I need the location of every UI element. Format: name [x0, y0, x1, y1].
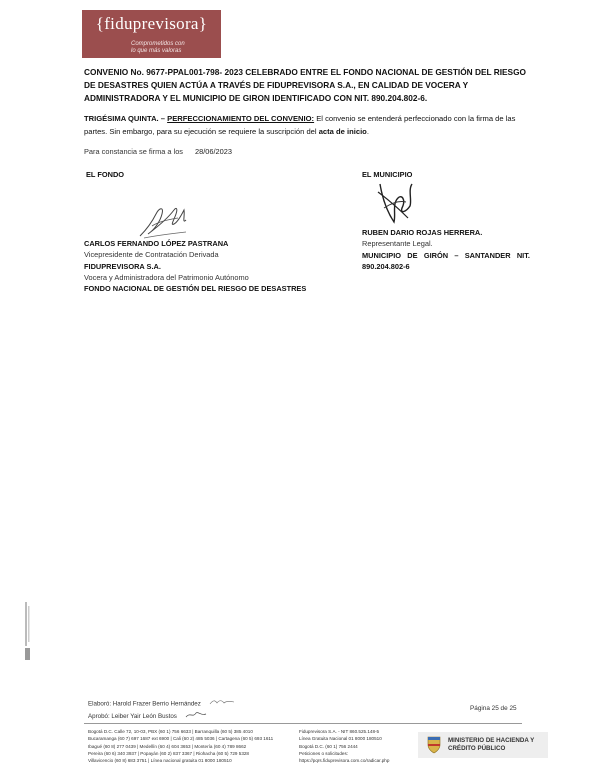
office-line: Villavicencio (60 8) 683 3751 | Línea nacional gratuita 01 8000 180510 — [88, 758, 232, 764]
page-number: Página 25 de 25 — [470, 705, 517, 712]
municipio-signature — [372, 178, 418, 228]
clause-bold-end: acta de inicio — [318, 126, 367, 136]
preparer-initials-signature — [209, 698, 235, 710]
municipio-signatory-block — [362, 227, 530, 272]
office-line: Bucaramanga (60 7) 697 1687 ext 6900 | Cali (60 2) 485 5036 | Cartagena (60 5) 693 1611 — [88, 736, 274, 742]
contact-line: Línea Gratuita Nacional 01 8000 180510 — [299, 736, 382, 742]
contact-info — [299, 728, 411, 764]
office-line: Bogotá D.C. Calle 72, 10-03, PBX (60 1) 756 6633 | Barranquilla (60 5) 385 4010 — [88, 729, 253, 734]
logo-name: {fiduprevisora} — [95, 14, 208, 33]
footer-divider — [84, 723, 522, 724]
margin-stamp — [24, 602, 32, 662]
ministry-badge — [418, 732, 548, 758]
offices-list — [88, 728, 296, 764]
fondo-signature — [134, 200, 194, 242]
prepared-by-line: Elaboró: Harold Frazer Berrio Hernández — [88, 698, 235, 710]
sign-intro: Para constancia se firma a los — [84, 147, 183, 156]
fondo-signatory-name: CARLOS FERNANDO LÓPEZ PASTRANA — [84, 239, 229, 248]
fondo-fund-name: FONDO NACIONAL DE GESTIÓN DEL RIESGO DE DESASTRES — [84, 284, 307, 294]
office-line: Pereira (60 6) 340 3937 | Popayán (60 2) 837 3367 | Riohacha (60 5) 729 5328 — [88, 750, 249, 756]
colombia-coat-of-arms-icon — [426, 735, 442, 760]
fondo-signatory-block — [84, 238, 306, 294]
approver-initials-signature — [185, 710, 207, 723]
logo-tagline: Comprometidos con lo que más valoras — [131, 41, 185, 54]
signing-date-line — [84, 147, 232, 156]
office-line: Ibagué (60 8) 277 0439 | Medellín (60 4) 604 3653 | Montería (60 4) 789 8662 — [88, 743, 247, 749]
fondo-capacity: Vocera y Administradora del Patrimonio Autónomo — [84, 272, 249, 282]
municipio-heading: EL MUNICIPIO — [362, 170, 413, 179]
municipio-signatory-role: Representante Legal. — [362, 239, 433, 249]
footer-credits — [88, 698, 235, 722]
fondo-org: FIDUPREVISORA S.A. — [84, 261, 161, 271]
municipio-signatory-name: RUBEN DARIO ROJAS HERRERA. — [362, 228, 483, 237]
ministry-label: MINISTERIO DE HACIENDA Y CRÉDITO PÚBLICO — [448, 737, 535, 752]
fiduprevisora-logo — [82, 10, 221, 58]
contact-line: Bogotá D.C. (60 1) 756 2444 — [299, 743, 358, 749]
pqrs-link[interactable]: https://pqrs.fiduprevisora.com.co/radicar.php — [299, 758, 390, 764]
contact-line: Peticiones o solicitudes: — [299, 750, 349, 756]
fondo-heading: EL FONDO — [86, 170, 125, 179]
sign-date: 28/06/2023 — [195, 147, 232, 156]
contact-line: Fiduprevisora S.A. - NIT 860.525.148-5 — [299, 729, 380, 734]
clause-number: TRIGÉSIMA QUINTA. – — [84, 114, 168, 123]
clause-heading: PERFECCIONAMIENTO DEL CONVENIO: — [167, 114, 315, 123]
clause-paragraph: TRIGÉSIMA QUINTA. – PERFECCIONAMIENTO DEL CONVENIO: El convenio se entenderá perfeccionado con la firma de las partes. Sin embargo, para su ejecución se requiere la suscripción del acta de inicio. — [84, 114, 516, 136]
fondo-signatory-role: Vicepresidente de Contratación Derivada — [84, 250, 219, 260]
document-title: CONVENIO No. 9677-PPAL001-798- 2023 CELEBRADO ENTRE EL FONDO NACIONAL DE GESTIÓN DEL RIESGO DE DESASTRES QUIEN ACTÚA A TRAVÉS DE FIDUPREVISORA S.A., EN CALIDAD DE VOCERA Y ADMINISTRADORA Y EL MUNICIPIO DE GIRON IDENTIFICADO CON NIT. 890.204.802-6. — [84, 67, 526, 103]
clause-text: El convenio se entenderá perfeccionado con la firma de las partes. Sin embargo, para su ejecución se requiere la suscripción del — [84, 114, 516, 136]
municipio-nit: MUNICIPIO DE GIRÓN – SANTANDER NIT. 890.204.802-6 — [362, 250, 530, 271]
approved-by-line: Aprobó: Leiber Yair León Bustos — [88, 710, 235, 723]
